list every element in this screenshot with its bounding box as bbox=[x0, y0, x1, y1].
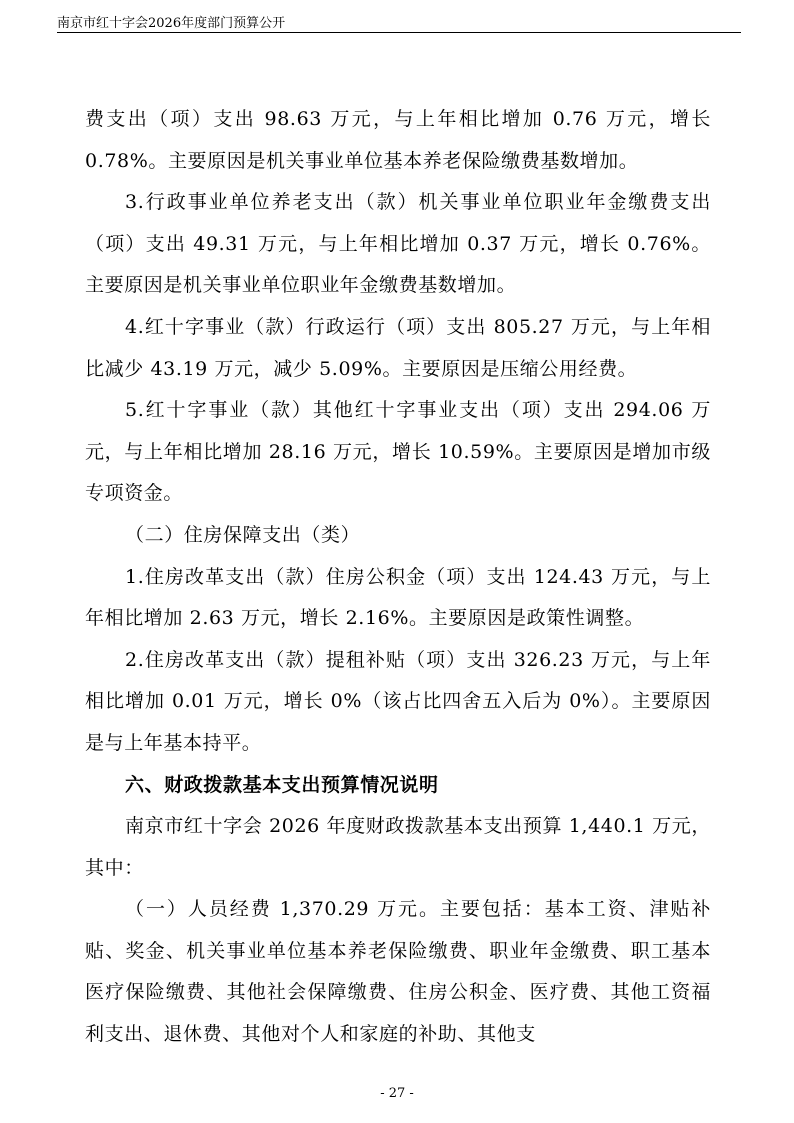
header-title: 南京市红十字会2026年度部门预算公开 bbox=[57, 16, 286, 31]
paragraph-housing-2: 2.住房改革支出（款）提租补贴（项）支出 326.23 万元，与上年相比增加 0.01 万元，增长 0%（该占比四舍五入后为 0%）。主要原因是与上年基本持平。 bbox=[85, 648, 711, 754]
paragraph-housing-1: 1.住房改革支出（款）住房公积金（项）支出 124.43 万元，与上年相比增加 2.63 万元，增长 2.16%。主要原因是政策性调整。 bbox=[85, 565, 711, 630]
paragraph-personnel: （一）人员经费 1,370.29 万元。主要包括：基本工资、津贴补贴、奖金、机关事业单位基本养老保险缴费、职业年金缴费、职工基本医疗保险缴费、其他社会保障缴费、住房公积金、医疗费、其他工资福利支出、退休费、其他对个人和家庭的补助、其他支 bbox=[85, 898, 711, 1046]
page-header bbox=[57, 10, 741, 33]
paragraph-item-4: 4.红十字事业（款）行政运行（项）支出 805.27 万元，与上年相比减少 43.19 万元，减少 5.09%。主要原因是压缩公用经费。 bbox=[85, 315, 711, 380]
paragraph-item-3: 3.行政事业单位养老支出（款）机关事业单位职业年金缴费支出（项）支出 49.31 万元，与上年相比增加 0.37 万元，增长 0.76%。主要原因是机关事业单位职业年金缴费基数增加。 bbox=[85, 191, 711, 297]
document-body bbox=[85, 99, 711, 1056]
page-number: - 27 - bbox=[380, 1086, 414, 1101]
paragraph-item-5: 5.红十字事业（款）其他红十字事业支出（项）支出 294.06 万元，与上年相比增加 28.16 万元，增长 10.59%。主要原因是增加市级专项资金。 bbox=[85, 399, 711, 505]
subheading-housing: （二）住房保障支出（类） bbox=[125, 523, 361, 546]
paragraph-basic-budget: 南京市红十字会 2026 年度财政拨款基本支出预算 1,440.1 万元，其中： bbox=[85, 815, 711, 879]
section-heading-6: 六、财政拨款基本支出预算情况说明 bbox=[125, 773, 439, 796]
paragraph-continuation: 费支出（项）支出 98.63 万元，与上年相比增加 0.76 万元，增长 0.78%。主要原因是机关事业单位基本养老保险缴费基数增加。 bbox=[85, 108, 711, 172]
